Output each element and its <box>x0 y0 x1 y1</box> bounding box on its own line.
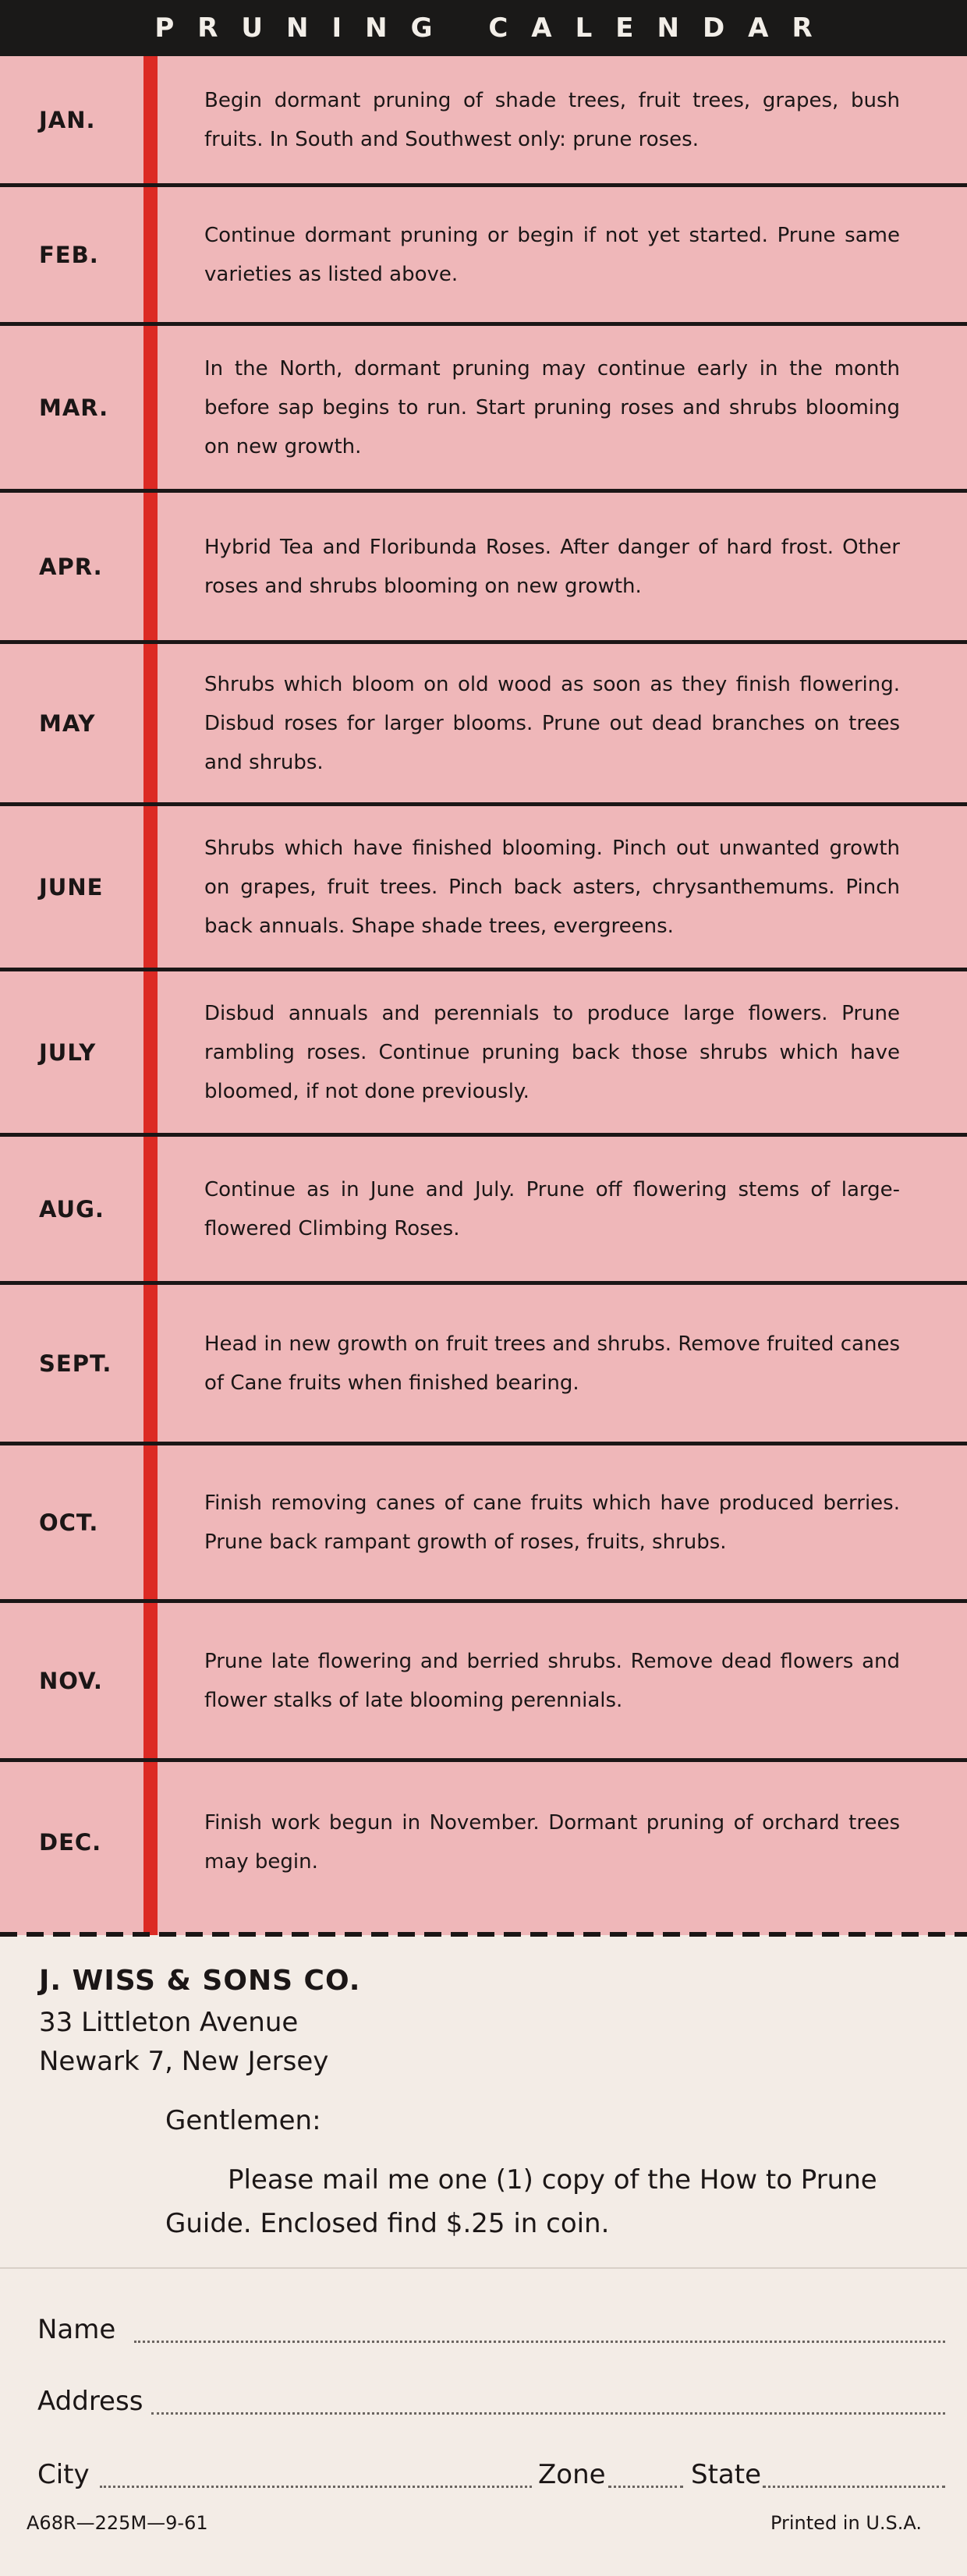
month-label: MAR. <box>39 394 109 421</box>
tear-off-line <box>0 1932 967 1937</box>
calendar-panel <box>0 56 967 1935</box>
month-row-apr <box>0 493 967 644</box>
address-label: Address <box>37 2386 143 2417</box>
month-instructions: Finish work begun in November. Dormant pruning of orchard trees may begin. <box>204 1811 900 1874</box>
month-row-aug <box>0 1137 967 1285</box>
month-label: NOV. <box>39 1667 103 1694</box>
month-label: APR. <box>39 553 103 580</box>
month-instructions: Hybrid Tea and Floribunda Roses. After danger of hard frost. Other roses and shrubs blooming on new growth. <box>204 535 900 598</box>
state-field[interactable] <box>763 2486 945 2488</box>
month-instructions: Prune late flowering and berried shrubs. Remove dead flowers and flower stalks of late blooming perennials. <box>204 1649 900 1712</box>
month-row-jan <box>0 56 967 187</box>
month-row-feb <box>0 187 967 326</box>
month-instructions: Continue dormant pruning or begin if not yet started. Prune same varieties as listed above. <box>204 223 900 286</box>
header-bar <box>0 0 967 56</box>
month-instructions: Shrubs which bloom on old wood as soon as they finish flowering. Disbud roses for larger blooms. Prune out dead branches on trees and shrubs. <box>204 672 900 774</box>
name-field[interactable] <box>134 2341 945 2343</box>
month-label: MAY <box>39 709 96 737</box>
month-instructions: Disbud annuals and perennials to produce large flowers. Prune rambling roses. Continue pruning back those shrubs which have bloomed, if not done previously. <box>204 1001 900 1103</box>
page-title: PRUNING CALENDAR <box>154 12 836 44</box>
month-label: SEPT. <box>39 1350 112 1377</box>
company-name: J. WISS & SONS CO. <box>39 1965 361 1997</box>
zone-field[interactable] <box>608 2486 683 2488</box>
form-divider <box>0 2267 967 2269</box>
form-code: A68R—225M—9-61 <box>27 2512 208 2534</box>
month-label: DEC. <box>39 1829 102 1856</box>
month-row-dec <box>0 1762 967 1923</box>
month-label: FEB. <box>39 241 99 268</box>
month-row-mar <box>0 326 967 493</box>
month-instructions: Finish removing canes of cane fruits which have produced berries. Prune back rampant growth of roses, fruits, shrubs. <box>204 1491 900 1554</box>
month-instructions: In the North, dormant pruning may continue early in the month before sap begins to run. Start pruning roses and shrubs blooming on new growth. <box>204 356 900 458</box>
month-row-june <box>0 806 967 971</box>
street-address: 33 Littleton Avenue <box>39 2007 299 2038</box>
printed-in-usa: Printed in U.S.A. <box>770 2512 922 2534</box>
month-row-nov <box>0 1603 967 1762</box>
greeting: Gentlemen: <box>165 2105 321 2136</box>
month-instructions: Begin dormant pruning of shade trees, fruit trees, grapes, bush fruits. In South and Southwest only: prune roses. <box>204 88 900 151</box>
month-row-july <box>0 971 967 1137</box>
month-instructions: Continue as in June and July. Prune off flowering stems of large-flowered Climbing Roses. <box>204 1177 900 1240</box>
month-label: OCT. <box>39 1509 99 1536</box>
month-label: JUNE <box>39 873 104 901</box>
name-label: Name <box>37 2314 116 2345</box>
city-label: City <box>37 2459 90 2490</box>
month-label: AUG. <box>39 1195 104 1223</box>
month-row-sept <box>0 1285 967 1445</box>
month-row-may <box>0 644 967 806</box>
month-row-oct <box>0 1445 967 1603</box>
month-label: JAN. <box>39 106 96 133</box>
month-instructions: Head in new growth on fruit trees and shrubs. Remove fruited canes of Cane fruits when finished bearing. <box>204 1332 900 1395</box>
city-address: Newark 7, New Jersey <box>39 2046 329 2077</box>
state-label: State <box>691 2459 761 2490</box>
month-label: JULY <box>39 1039 97 1066</box>
month-instructions: Shrubs which have finished blooming. Pinch out unwanted growth on grapes, fruit trees. Pinch back asters, chrysanthemums. Pinch back annuals. Shape shade trees, evergreens. <box>204 836 900 938</box>
address-field[interactable] <box>151 2412 945 2415</box>
city-field[interactable] <box>100 2486 532 2488</box>
request-text: Please mail me one (1) copy of the How to Prune Guide. Enclosed find $.25 in coin. <box>165 2164 877 2239</box>
zone-label: Zone <box>538 2459 606 2490</box>
